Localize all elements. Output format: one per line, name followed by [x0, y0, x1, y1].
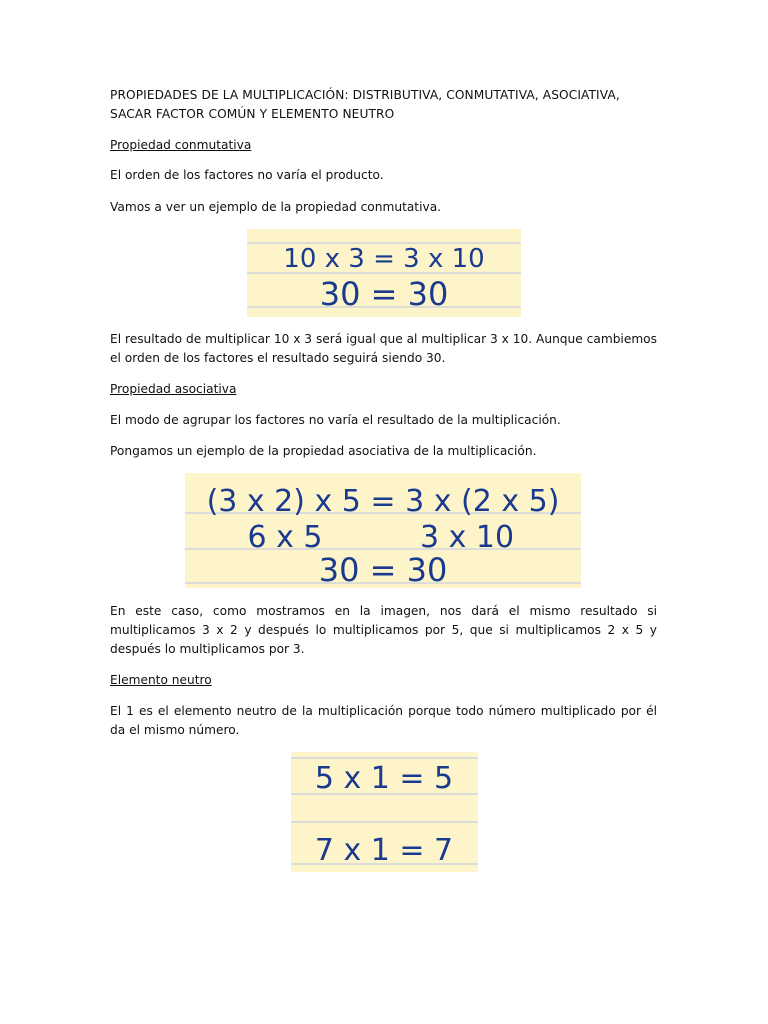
figure-neutro-example [291, 752, 478, 872]
paragraph-asociativa-intro: Pongamos un ejemplo de la propiedad asociativa de la multiplicación. [110, 444, 537, 458]
figure-asociativa-line1: (3 x 2) x 5 = 3 x (2 x 5) [206, 484, 560, 519]
figure-asociativa-line2-right: 3 x 10 [419, 520, 515, 555]
heading-elemento-neutro: Elemento neutro [110, 673, 212, 687]
figure-conmutativa-example [247, 229, 521, 317]
paragraph-asociativa-explanation: En este caso, como mostramos en la imagen, nos dará el mismo resultado si multiplicamos 3 x 2 y después lo multiplicamos por 5, que si multiplicamos 2 x 5 y después lo multiplicamos por 3. [110, 604, 657, 656]
paragraph-conmutativa-explanation: El resultado de multiplicar 10 x 3 será igual que al multiplicar 3 x 10. Aunque cambiemos el orden de los factores el resultado seguirá siendo 30. [110, 332, 657, 365]
paragraph-conmutativa-definition: El orden de los factores no varía el producto. [110, 168, 384, 182]
figure-asociativa-line2-left: 6 x 5 [247, 520, 323, 555]
paragraph-conmutativa-intro: Vamos a ver un ejemplo de la propiedad conmutativa. [110, 200, 442, 214]
paragraph-asociativa-definition: El modo de agrupar los factores no varía el resultado de la multiplicación. [110, 413, 561, 427]
figure-neutro-line2: 7 x 1 = 7 [314, 833, 454, 868]
figure-asociativa-line3: 30 = 30 [318, 551, 448, 588]
document-title: PROPIEDADES DE LA MULTIPLICACIÓN: DISTRIBUTIVA, CONMUTATIVA, ASOCIATIVA, SACAR FACTOR COMÚN Y ELEMENTO NEUTRO [110, 88, 620, 121]
paragraph-neutro-definition: El 1 es el elemento neutro de la multiplicación porque todo número multiplicado por él da el mismo número. [110, 704, 657, 737]
heading-asociativa: Propiedad asociativa [110, 382, 237, 396]
figure-conmutativa-line2: 30 = 30 [319, 275, 449, 313]
heading-conmutativa: Propiedad conmutativa [110, 138, 252, 152]
figure-asociativa-example [185, 473, 581, 588]
figure-neutro-line1: 5 x 1 = 5 [314, 761, 454, 796]
figure-conmutativa-line1: 10 x 3 = 3 x 10 [283, 244, 485, 274]
